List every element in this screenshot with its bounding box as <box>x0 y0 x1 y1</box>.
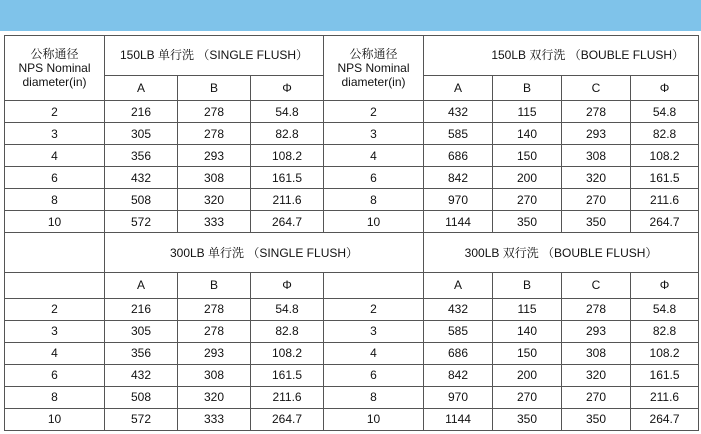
table-row <box>5 211 699 233</box>
double-value-cell: 150 <box>493 145 562 167</box>
double-value-cell: 350 <box>562 408 631 430</box>
nps-header-blank <box>5 233 105 273</box>
double-value-cell: 278 <box>562 298 631 320</box>
double-value-cell: 270 <box>562 386 631 408</box>
section-title-row <box>5 233 699 273</box>
table-row <box>5 167 699 189</box>
single-col-header: Φ <box>251 75 324 100</box>
single-value-cell: 356 <box>105 342 178 364</box>
double-value-cell: 350 <box>493 408 562 430</box>
double-value-cell: 211.6 <box>631 189 699 211</box>
double-value-cell: 200 <box>493 167 562 189</box>
single-value-cell: 432 <box>105 167 178 189</box>
double-value-cell: 350 <box>493 211 562 233</box>
flush-ring-dimension-table <box>4 35 699 431</box>
double-value-cell: 320 <box>562 364 631 386</box>
double-value-cell: 270 <box>562 189 631 211</box>
single-value-cell: 108.2 <box>251 145 324 167</box>
single-value-cell: 161.5 <box>251 167 324 189</box>
nps-cell: 4 <box>324 342 424 364</box>
double-col-header: A <box>424 75 493 100</box>
single-value-cell: 82.8 <box>251 320 324 342</box>
nps-cell: 2 <box>324 101 424 123</box>
nps-cell: 2 <box>5 298 105 320</box>
single-col-header: B <box>178 273 251 298</box>
double-value-cell: 585 <box>424 123 493 145</box>
double-value-cell: 82.8 <box>631 123 699 145</box>
double-value-cell: 686 <box>424 342 493 364</box>
single-value-cell: 508 <box>105 386 178 408</box>
double-value-cell: 108.2 <box>631 342 699 364</box>
single-value-cell: 293 <box>178 342 251 364</box>
double-value-cell: 140 <box>493 123 562 145</box>
double-value-cell: 320 <box>562 167 631 189</box>
section-title-row <box>5 36 699 76</box>
single-value-cell: 278 <box>178 320 251 342</box>
nps-cell: 8 <box>324 189 424 211</box>
top-banner-bar <box>0 0 701 31</box>
single-value-cell: 320 <box>178 386 251 408</box>
single-value-cell: 308 <box>178 167 251 189</box>
nps-cell: 3 <box>324 123 424 145</box>
double-value-cell: 140 <box>493 320 562 342</box>
double-col-header: Φ <box>631 75 699 100</box>
table-row <box>5 342 699 364</box>
double-col-header: C <box>562 273 631 298</box>
single-value-cell: 108.2 <box>251 342 324 364</box>
single-value-cell: 82.8 <box>251 123 324 145</box>
single-value-cell: 54.8 <box>251 298 324 320</box>
nps-header-line: 公称通径 <box>30 47 79 62</box>
double-value-cell: 264.7 <box>631 408 699 430</box>
single-value-cell: 333 <box>178 408 251 430</box>
nps-header <box>5 36 105 101</box>
nps-header-line: NPS Nominal <box>337 61 410 76</box>
double-value-cell: 54.8 <box>631 101 699 123</box>
double-value-cell: 150 <box>493 342 562 364</box>
double-value-cell: 842 <box>424 364 493 386</box>
single-value-cell: 305 <box>105 320 178 342</box>
single-flush-title: 150LB 单行洗 （SINGLE FLUSH） <box>105 36 324 76</box>
single-value-cell: 356 <box>105 145 178 167</box>
double-value-cell: 161.5 <box>631 364 699 386</box>
nps-cell: 3 <box>5 123 105 145</box>
nps-cell: 4 <box>5 145 105 167</box>
table-row <box>5 320 699 342</box>
single-value-cell: 278 <box>178 123 251 145</box>
double-col-header: C <box>562 75 631 100</box>
table-row <box>5 145 699 167</box>
double-value-cell: 54.8 <box>631 298 699 320</box>
nps-cell: 6 <box>324 364 424 386</box>
nps-cell: 2 <box>324 298 424 320</box>
single-value-cell: 161.5 <box>251 364 324 386</box>
double-value-cell: 200 <box>493 364 562 386</box>
single-flush-title: 300LB 单行洗 （SINGLE FLUSH） <box>105 233 424 273</box>
nps-header-line: diameter(in) <box>22 75 87 90</box>
single-value-cell: 54.8 <box>251 101 324 123</box>
nps-cell: 6 <box>5 364 105 386</box>
double-value-cell: 1144 <box>424 408 493 430</box>
double-value-cell: 82.8 <box>631 320 699 342</box>
table-row <box>5 189 699 211</box>
single-col-header: B <box>178 75 251 100</box>
single-col-header: A <box>105 273 178 298</box>
single-value-cell: 572 <box>105 211 178 233</box>
nps-cell: 8 <box>324 386 424 408</box>
double-flush-title: 150LB 双行洗 （BOUBLE FLUSH） <box>424 36 699 76</box>
nps-header-right <box>324 36 424 101</box>
double-value-cell: 686 <box>424 145 493 167</box>
single-value-cell: 320 <box>178 189 251 211</box>
nps-cell: 10 <box>324 408 424 430</box>
double-col-header: B <box>493 75 562 100</box>
nps-cell: 10 <box>5 211 105 233</box>
single-value-cell: 572 <box>105 408 178 430</box>
double-value-cell: 432 <box>424 298 493 320</box>
single-value-cell: 333 <box>178 211 251 233</box>
nps-cell: 4 <box>324 145 424 167</box>
nps-cell: 8 <box>5 189 105 211</box>
single-col-header: Φ <box>251 273 324 298</box>
nps-cell: 2 <box>5 101 105 123</box>
double-value-cell: 115 <box>493 101 562 123</box>
double-value-cell: 264.7 <box>631 211 699 233</box>
single-value-cell: 216 <box>105 101 178 123</box>
nps-header-line: NPS Nominal <box>18 61 91 76</box>
double-value-cell: 350 <box>562 211 631 233</box>
single-value-cell: 216 <box>105 298 178 320</box>
nps-header-line: diameter(in) <box>341 75 406 90</box>
double-value-cell: 293 <box>562 320 631 342</box>
double-flush-title: 300LB 双行洗 （BOUBLE FLUSH） <box>424 233 699 273</box>
single-value-cell: 293 <box>178 145 251 167</box>
nps-cell: 3 <box>5 320 105 342</box>
single-value-cell: 264.7 <box>251 211 324 233</box>
double-value-cell: 585 <box>424 320 493 342</box>
table-row <box>5 408 699 430</box>
nps-cell: 6 <box>5 167 105 189</box>
single-value-cell: 211.6 <box>251 386 324 408</box>
nps-cell: 4 <box>5 342 105 364</box>
double-value-cell: 970 <box>424 386 493 408</box>
nps-cell: 3 <box>324 320 424 342</box>
single-value-cell: 278 <box>178 101 251 123</box>
table-row <box>5 123 699 145</box>
nps-cell: 10 <box>5 408 105 430</box>
single-value-cell: 278 <box>178 298 251 320</box>
nps-header-line: 公称通径 <box>349 47 398 62</box>
double-value-cell: 278 <box>562 101 631 123</box>
table-row <box>5 364 699 386</box>
double-value-cell: 270 <box>493 386 562 408</box>
single-col-header: A <box>105 75 178 100</box>
single-value-cell: 308 <box>178 364 251 386</box>
double-value-cell: 270 <box>493 189 562 211</box>
column-header-row <box>5 273 699 298</box>
double-value-cell: 970 <box>424 189 493 211</box>
double-value-cell: 293 <box>562 123 631 145</box>
double-value-cell: 432 <box>424 101 493 123</box>
single-value-cell: 432 <box>105 364 178 386</box>
double-value-cell: 308 <box>562 342 631 364</box>
double-col-header: Φ <box>631 273 699 298</box>
table-row <box>5 386 699 408</box>
single-value-cell: 264.7 <box>251 408 324 430</box>
nps-subheader-blank <box>5 273 105 298</box>
double-value-cell: 308 <box>562 145 631 167</box>
nps-cell: 8 <box>5 386 105 408</box>
double-value-cell: 842 <box>424 167 493 189</box>
single-value-cell: 508 <box>105 189 178 211</box>
single-value-cell: 211.6 <box>251 189 324 211</box>
double-value-cell: 1144 <box>424 211 493 233</box>
nps-cell: 10 <box>324 211 424 233</box>
single-value-cell: 305 <box>105 123 178 145</box>
double-col-header: B <box>493 273 562 298</box>
double-value-cell: 161.5 <box>631 167 699 189</box>
nps-cell: 6 <box>324 167 424 189</box>
table-row <box>5 298 699 320</box>
double-value-cell: 108.2 <box>631 145 699 167</box>
double-value-cell: 115 <box>493 298 562 320</box>
table-row <box>5 101 699 123</box>
double-col-header: A <box>424 273 493 298</box>
nps-subheader-blank <box>324 273 424 298</box>
double-value-cell: 211.6 <box>631 386 699 408</box>
